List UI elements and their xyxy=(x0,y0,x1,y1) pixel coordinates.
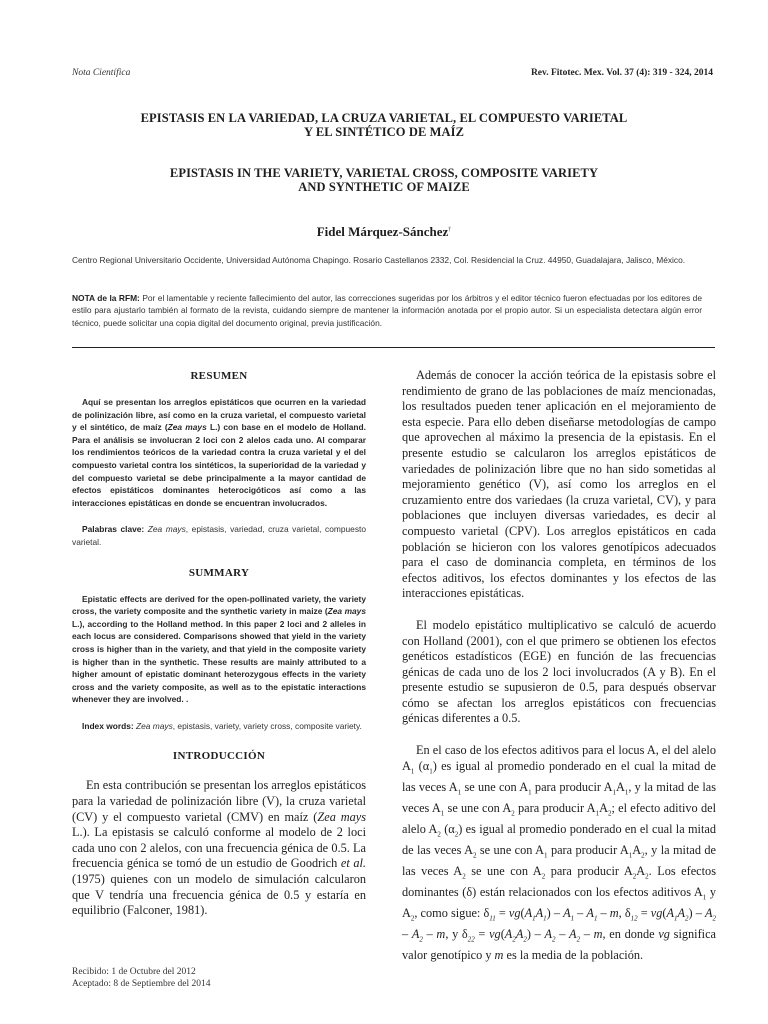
intro-heading: INTRODUCCIÓN xyxy=(172,750,266,763)
title-english-line-2: AND SYNTHETIC OF MAIZE xyxy=(298,180,470,194)
editorial-note-label: NOTA de la RFM: xyxy=(72,293,140,303)
title-english-line-1: EPISTASIS IN THE VARIETY, VARIETAL CROSS, COMPOSITE VARIETY xyxy=(169,166,599,180)
resumen-keywords-label: Palabras clave: xyxy=(82,524,145,535)
right-column xyxy=(402,368,716,964)
accepted-date: Aceptado: 8 de Septiembre del 2014 xyxy=(72,979,211,989)
author-name: Fidel Márquez-Sánchez xyxy=(316,224,449,239)
journal-reference: Rev. Fitotec. Mex. Vol. 37 (4): 319 - 324, 2014 xyxy=(530,68,713,78)
editorial-note-text: Por el lamentable y reciente fallecimiento del autor, las correcciones sugeridas por los árbitros y el editor técnico fueron efectuadas por los editores de estilo para ajustarlo también al formato de la revista, cuidando siempre de mantener la información anotada por el propio autor. Si un especialista detectara algún error técnico, puede solicitar una copia digital del documento original, previa justificación. xyxy=(72,293,702,328)
title-spanish xyxy=(60,111,708,139)
author-deceased-mark: † xyxy=(448,227,452,233)
summary-keywords: Index words: Zea mays, epistasis, variety, variety cross, composite variety. xyxy=(82,720,362,731)
summary-heading: SUMMARY xyxy=(188,566,250,579)
section-label: Nota Científica xyxy=(72,68,131,78)
right-paragraph-3: En el caso de los efectos aditivos para el locus A, el del alelo $A_1$ $(\alpha_1)$ es igual al promedio ponderado en el cual la mitad de las veces $A_1$ se une con $A_1$ para producir $A_1A_1$, y la mitad de las veces $A_1$ se une con $A_2$ para producir $A_1A_2$; el efecto aditivo del alelo $A_2$ $(\alpha_2)$ es igual al promedio ponderado en el cual la mitad de las veces $A_2$ se une con $A_1$ para producir $A_1A_2$, y la mitad de las veces $A_2$ se une con $A_2$ para producir $A_2A_2$. Los efectos dominantes (δ) están relacionados con los efectos aditivos $A_1$ y $A_2$, como sigue: $\delta_{11} = vg(A_1A_1) - A_1 - A_1 - m$, $\delta_{12} = vg(A_1A_2) - A_2 - A_2 - m$, y $\delta_{22} = vg(A_2A_2) - A_2 - A_2 - m$, en donde vg significa valor genotípico y m es la media de la población. xyxy=(402,743,716,963)
title-english xyxy=(60,166,708,194)
resumen-heading: RESUMEN xyxy=(190,370,248,382)
intro-paragraph: En esta contribución se presentan los arreglos epistáticos para la variedad de polinización libre (V), la cruza varietal (CV) y el compuesto varietal (CMV) en maíz (Zea mays L.). La epistasis se calculó conforme al modelo de 2 loci cada uno con 2 alelos, con una frecuencia génica de 0.5. La frecuencia génica se tomó de un estudio de Goodrich et al. (1975) quienes con un modelo de simulación calcularon que V tendría una frecuencia génica de 0.5 y estaría en equilibrio (Falconer, 1981). xyxy=(72,778,367,918)
left-column xyxy=(72,370,366,919)
title-spanish-line-1: EPISTASIS EN LA VARIEDAD, LA CRUZA VARIETAL, EL COMPUESTO VARIETAL xyxy=(140,111,628,125)
summary-text: Epistatic effects are derived for the open-pollinated variety, the variety cross, the variety composite and the synthetic variety in maize (Zea mays L.), according to the Holland method. In this paper 2 loci and 2 alleles in each locus are considered. Comparisons showed that yield in the variety cross is higher than in the variety, and that yield in the composite variety is higher than in the synthetic. These results are mainly attributed to a higher amount of epistatic dominant heterozygous effects in the variety cross and the variety composite, as well as to the epistatic interactions whenever they are involved. . xyxy=(72,593,366,705)
resumen-keywords: Palabras clave: Zea mays, epistasis, variedad, cruza varietal, compuesto varietal. xyxy=(72,524,366,547)
summary-keywords-label: Index words: xyxy=(82,720,134,731)
title-spanish-line-2: Y EL SINTÉTICO DE MAÍZ xyxy=(303,125,465,139)
author xyxy=(60,224,708,240)
header-divider xyxy=(72,347,715,348)
right-paragraph-1: Además de conocer la acción teórica de la epistasis sobre el rendimiento de grano de las poblaciones de maíz mencionadas, los resultados pueden tener aplicación en el mejoramiento de esta especie. Para ello deben diseñarse metodologías de campo que aprovechen al máximo la presencia de la epistasis. En el presente estudio se calcularon los arreglos epistáticos de variedades de polinización libre que no han sido sometidas al mejoramiento genético (V), así como los arreglos en el cruzamiento entre dos variedaes (la cruza varietal, CV), y para poblaciones que incluyen diversas variedades, es decir al compuesto varietal (CPV). Los arreglos epistáticos en cada población se hicieron con los valores genotípicos adecuados para el caso de dominancia completa, en términos de los efectos aditivos, los efectos dominantes y los efectos de las interacciones epistáticas. xyxy=(402,368,716,601)
received-date: Recibido: 1 de Octubre del 2012 xyxy=(72,967,196,977)
right-paragraph-2: El modelo epistático multiplicativo se calculó de acuerdo con Holland (2001), con el que primero se obtienen los efectos genéticos estadísticos (EGE) en función de las frecuencias génicas de cada uno de los 2 loci involucrados (A y B). En el presente estudio se supusieron de 0.5, para después observar cómo se afectan los arreglos epistáticos con frecuencias génicas diferentes a 0.5. xyxy=(402,617,716,726)
editorial-note xyxy=(72,292,702,329)
affiliation: Centro Regional Universitario Occidente, Universidad Autónoma Chapingo. Rosario Castellanos 2332, Col. Residencial la Cruz. 44950, Guadalajara, Jalisco, México. xyxy=(72,255,686,265)
resumen-text: Aquí se presentan los arreglos epistáticos que ocurren en la variedad de polinización libre, así como en la cruza varietal, el compuesto varietal y el sintético, de maíz (Zea mays L.) con base en el modelo de Holland. Para el análisis se involucran 2 loci con 2 alelos cada uno. Al comparar los rendimientos teóricos de la variedad contra la cruza varietal y el del compuesto varietal contra los sintéticos, la superioridad de la variedad y del compuesto varietal se debe principalmente a la mayor cantidad de efectos epistáticos dominantes heterocigóticos así como a las interacciones epistáticas en donde se encuentran involucrados. xyxy=(72,397,366,508)
received-dates xyxy=(72,966,211,990)
